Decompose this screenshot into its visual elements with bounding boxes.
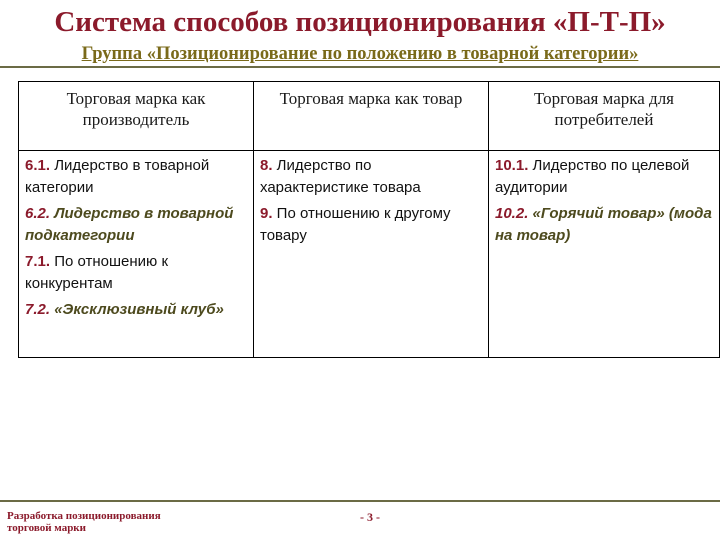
list-item	[495, 155, 713, 199]
list-item	[25, 203, 247, 247]
list-item	[25, 299, 247, 321]
header-product: Торговая марка как товар	[254, 82, 489, 151]
item-number: 7.1.	[25, 253, 51, 270]
item-text: «Эксклюзивный клуб»	[50, 301, 224, 318]
item-text: Лидерство в товарной подкатегории	[25, 205, 234, 244]
item-number: 10.1.	[495, 157, 529, 174]
item-text: Лидерство по целевой аудитории	[495, 157, 690, 196]
page-number: - 3 -	[360, 510, 380, 524]
list-item	[25, 155, 247, 199]
footer-line-1: Разработка позиционирования	[7, 510, 161, 522]
footer-line-2: торговой марки	[7, 522, 86, 534]
item-text: Лидерство в товарной категории	[25, 157, 210, 196]
item-text: Лидерство по характеристике товара	[260, 157, 421, 196]
list-item	[260, 203, 482, 247]
item-number: 6.2.	[25, 205, 51, 222]
item-number: 10.2.	[495, 205, 529, 222]
list-item	[260, 155, 482, 199]
table-body-row	[19, 151, 720, 358]
item-text: «Горячий товар» (мода на товар)	[495, 205, 712, 244]
header-consumers: Торговая марка для потребителей	[489, 82, 720, 151]
column-manufacturer	[19, 151, 254, 358]
list-item	[25, 251, 247, 295]
slide-title: Система способов позиционирования «П-Т-П»	[54, 6, 666, 38]
list-item	[495, 203, 713, 247]
table-header-row	[19, 82, 720, 151]
column-consumers	[489, 151, 720, 358]
item-text: По отношению к конкурентам	[25, 253, 169, 292]
header-manufacturer: Торговая марка как производитель	[19, 82, 254, 151]
slide-subtitle: Группа «Позиционирование по положению в товарной категории»	[81, 44, 639, 64]
item-number: 6.1.	[25, 157, 51, 174]
bottom-divider	[0, 500, 720, 502]
item-number: 9.	[260, 205, 273, 222]
item-number: 8.	[260, 157, 273, 174]
item-text: По отношению к другому товару	[260, 205, 451, 244]
footer-course-title	[7, 510, 267, 534]
positioning-table	[18, 81, 720, 358]
top-divider	[0, 66, 720, 68]
column-product	[254, 151, 489, 358]
item-number: 7.2.	[25, 301, 51, 318]
